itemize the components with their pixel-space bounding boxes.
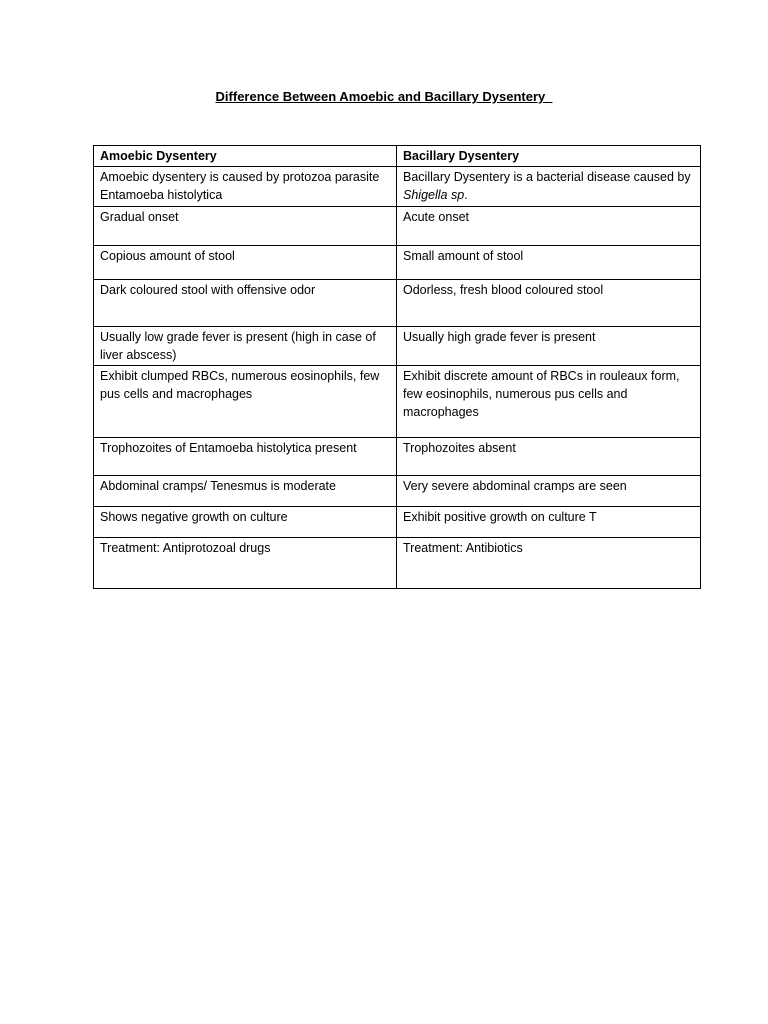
header-bacillary: Bacillary Dysentery	[397, 146, 701, 167]
cell-bacillary-text: Bacillary Dysentery is a bacterial disease caused by	[403, 170, 691, 184]
table-row	[94, 167, 701, 207]
cell-amoebic: Dark coloured stool with offensive odor	[94, 280, 397, 327]
cell-amoebic: Exhibit clumped RBCs, numerous eosinophils, few pus cells and macrophages	[94, 366, 397, 438]
cell-bacillary: Exhibit discrete amount of RBCs in rouleaux form, few eosinophils, numerous pus cells and macrophages	[397, 366, 701, 438]
table-row	[94, 507, 701, 538]
cell-amoebic: Treatment: Antiprotozoal drugs	[94, 538, 397, 589]
cell-bacillary-suffix: .	[464, 188, 468, 202]
document-title-text: Difference Between Amoebic and Bacillary Dysentery	[215, 89, 553, 104]
cell-amoebic: Shows negative growth on culture	[94, 507, 397, 538]
cell-bacillary: Exhibit positive growth on culture T	[397, 507, 701, 538]
cell-amoebic: Trophozoites of Entamoeba histolytica present	[94, 438, 397, 476]
comparison-table	[93, 145, 701, 589]
cell-bacillary: Treatment: Antibiotics	[397, 538, 701, 589]
cell-amoebic: Amoebic dysentery is caused by protozoa parasite Entamoeba histolytica	[94, 167, 397, 207]
table-row	[94, 327, 701, 366]
cell-bacillary-italic: Shigella sp	[403, 188, 465, 202]
table-row	[94, 366, 701, 438]
cell-amoebic: Usually low grade fever is present (high in case of liver abscess)	[94, 327, 397, 366]
table-row	[94, 438, 701, 476]
table-row	[94, 476, 701, 507]
cell-amoebic: Abdominal cramps/ Tenesmus is moderate	[94, 476, 397, 507]
cell-bacillary: Usually high grade fever is present	[397, 327, 701, 366]
header-amoebic: Amoebic Dysentery	[94, 146, 397, 167]
cell-amoebic: Gradual onset	[94, 207, 397, 246]
cell-bacillary: Small amount of stool	[397, 246, 701, 280]
cell-bacillary	[397, 167, 701, 207]
cell-bacillary: Odorless, fresh blood coloured stool	[397, 280, 701, 327]
table-row	[94, 280, 701, 327]
document-title	[0, 88, 768, 106]
table-row	[94, 207, 701, 246]
cell-bacillary: Very severe abdominal cramps are seen	[397, 476, 701, 507]
cell-bacillary: Trophozoites absent	[397, 438, 701, 476]
table-row	[94, 246, 701, 280]
cell-amoebic: Copious amount of stool	[94, 246, 397, 280]
cell-bacillary: Acute onset	[397, 207, 701, 246]
table-header-row	[94, 146, 701, 167]
table-row	[94, 538, 701, 589]
